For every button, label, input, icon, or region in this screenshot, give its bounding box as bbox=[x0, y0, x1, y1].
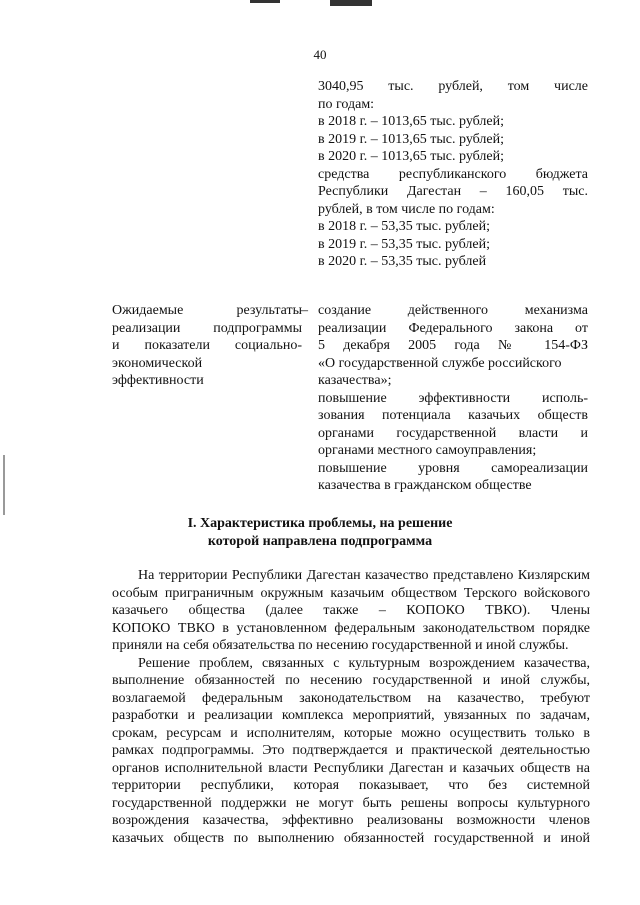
body-line: возрождения казачества, эффективно реализованы возможности членов bbox=[112, 813, 590, 828]
body-line: КОПОКО ТВКО в установленном федеральным законодательством порядке bbox=[112, 620, 590, 636]
body-line: выполнение обязанностей по несению государственной и иной службы, bbox=[112, 673, 590, 688]
section-title-line: I. Характеристика проблемы, на решение bbox=[187, 516, 453, 531]
body-line: органов исполнительной власти Республики Дагестан и казачьих обществ на bbox=[112, 760, 590, 776]
body-line: На территории Республики Дагестан казачество представлено Кизлярским bbox=[138, 568, 590, 583]
funding-line: средства республиканского бюджета bbox=[318, 166, 588, 182]
section-title bbox=[0, 515, 640, 550]
body-line: государственной поддержки не могут быть решены вопросы культурного bbox=[112, 795, 590, 811]
funding-line: в 2019 г. – 1013,65 тыс. рублей; bbox=[318, 131, 504, 147]
expected-results-value bbox=[318, 302, 588, 495]
body-line: казачьего общества (далее также – КОПОКО ТВКО). Члены bbox=[112, 603, 590, 618]
funding-line: 3040,95 тыс. рублей, том числе bbox=[318, 79, 588, 94]
funding-line: Республики Дагестан – 160,05 тыс. bbox=[318, 184, 588, 199]
result-line: повышение уровня самореализации bbox=[318, 460, 588, 476]
scan-artifact-left bbox=[250, 0, 280, 3]
body-line: возлагаемой федеральным законодательством на казачество, требуют bbox=[112, 690, 590, 706]
body-line: казачьих обществ по выполнению обязанностей государственной и иной bbox=[112, 830, 590, 846]
label-line: реализации подпрограммы bbox=[112, 320, 302, 336]
label-line: эффективности bbox=[112, 373, 204, 388]
body-line: Решение проблем, связанных с культурным возрождением казачества, bbox=[138, 655, 590, 671]
body-line: особым приграничным окружным казачьим обществом Терского войскового bbox=[112, 585, 590, 601]
result-line: «О государственной службе российского bbox=[318, 355, 562, 371]
result-line: создание действенного механизма bbox=[318, 303, 588, 318]
body-text bbox=[112, 567, 590, 847]
funding-line: в 2019 г. – 53,35 тыс. рублей; bbox=[318, 236, 490, 252]
result-line: органами государственной власти и bbox=[318, 425, 588, 441]
funding-line: в 2018 г. – 1013,65 тыс. рублей; bbox=[318, 114, 504, 129]
scan-artifact-center bbox=[330, 0, 372, 6]
expected-results-label bbox=[112, 302, 302, 390]
result-line: 5 декабря 2005 года № 154-ФЗ bbox=[318, 338, 588, 353]
section-title-line: которой направлена подпрограмма bbox=[207, 533, 433, 549]
label-dash: – bbox=[301, 303, 308, 318]
result-line: казачества в гражданском обществе bbox=[318, 478, 532, 493]
result-line: реализации Федерального закона от bbox=[318, 320, 588, 336]
funding-line: в 2020 г. – 53,35 тыс. рублей bbox=[318, 254, 487, 269]
result-line: казачества»; bbox=[318, 373, 392, 388]
body-line: рамках подпрограммы. Это подтверждается и практической деятельностью bbox=[112, 743, 590, 758]
funding-line: в 2018 г. – 53,35 тыс. рублей; bbox=[318, 219, 490, 234]
label-line: экономической bbox=[112, 355, 203, 371]
page-number: 40 bbox=[313, 47, 327, 62]
funding-details bbox=[318, 78, 588, 271]
label-line: Ожидаемые результаты bbox=[112, 303, 302, 318]
funding-line: в 2020 г. – 1013,65 тыс. рублей; bbox=[318, 149, 504, 164]
funding-line: рублей, в том числе по годам: bbox=[318, 201, 495, 217]
body-line: территории республики, которая показывает, что без системной bbox=[112, 778, 590, 793]
scan-artifact-margin bbox=[3, 455, 5, 515]
body-line: срокам, ресурсам и исполнителям, которые можно осуществить только в bbox=[112, 725, 590, 741]
label-line: и показатели социально- bbox=[112, 338, 302, 353]
result-line: повышение эффективности исполь- bbox=[318, 390, 588, 406]
body-line: приняли на себя обязательства по несению государственной и иной службы. bbox=[112, 638, 569, 653]
result-line: органами местного самоуправления; bbox=[318, 443, 537, 458]
funding-line: по годам: bbox=[318, 96, 375, 112]
body-line: разработки и реализации комплекса мероприятий, увязанных по задачам, bbox=[112, 708, 590, 723]
result-line: зования потенциала казачьих обществ bbox=[318, 408, 588, 423]
